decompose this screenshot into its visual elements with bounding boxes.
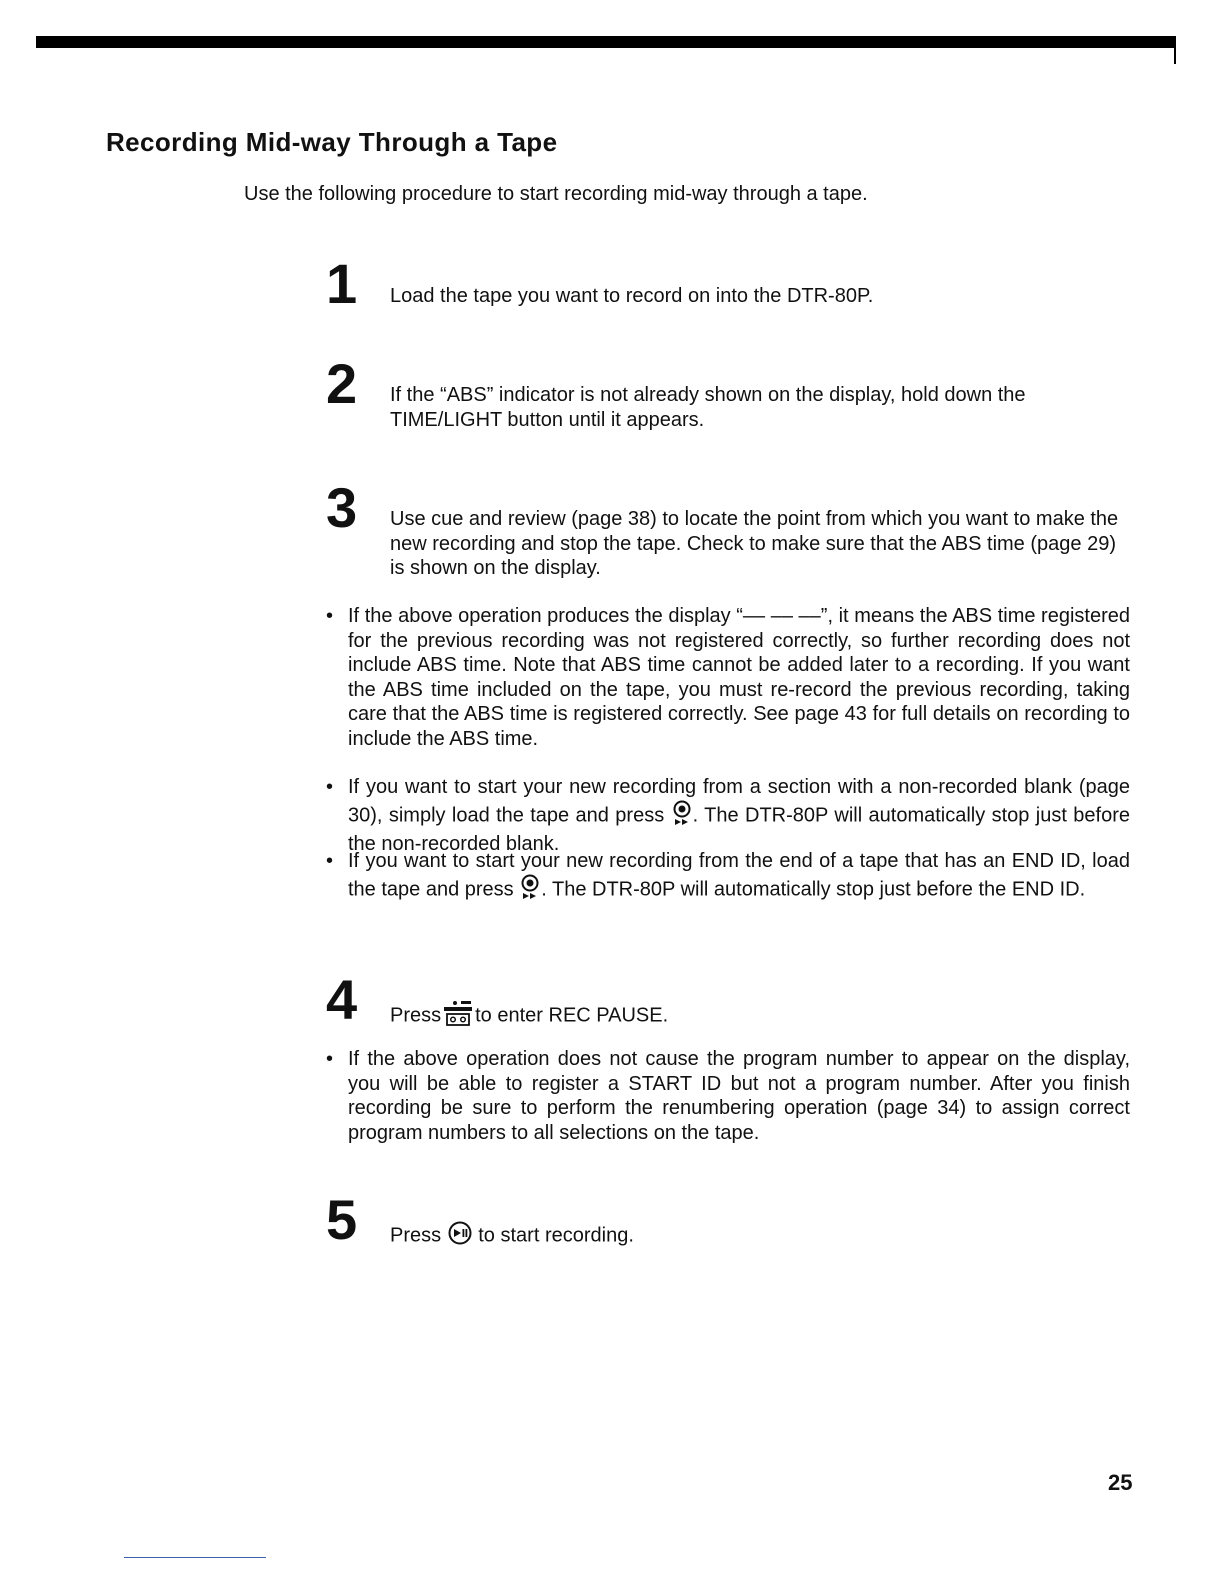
top-rule — [36, 36, 1176, 48]
note-text-after: . The DTR-80P will automatically stop just before the non-recorded blank. — [348, 804, 1131, 855]
step-number-4: 4 — [326, 968, 358, 1031]
page-title: Recording Mid-way Through a Tape — [106, 127, 558, 157]
step-number-2: 2 — [326, 352, 358, 415]
step-text-1: Load the tape you want to record on into the DTR-80P. — [390, 285, 874, 307]
step-text-5 — [390, 1220, 1135, 1253]
note-text-after: . The DTR-80P will automatically stop just before the END ID. — [541, 878, 1086, 901]
play-pause-button-icon — [447, 1220, 473, 1253]
step-number-5: 5 — [326, 1188, 358, 1251]
note-text-before: If you want to start your new recording from a section with a non-recorded blank (page 30), simply load the tape and press — [348, 776, 1130, 827]
step-text-after: to start recording. — [478, 1224, 634, 1247]
step-number-1: 1 — [326, 252, 358, 315]
step-text-before: Press — [390, 1224, 442, 1247]
note-non-recorded-blank — [348, 775, 1130, 857]
step-number-3: 3 — [326, 476, 358, 539]
step-text-2: If the “ABS” indicator is not already shown on the display, hold down the TIME/LIGHT button until it appears. — [390, 384, 1026, 431]
note-end-id — [348, 849, 1130, 906]
intro-text: Use the following procedure to start recording mid-way through a tape. — [244, 183, 868, 205]
step-text-before: Press — [390, 1004, 442, 1027]
note-abs-time: • If the above operation produces the display “–– –– ––”, it means the ABS time registered for the previous recording was not registered correctly, so further recording does not include ABS time. Note that ABS time cannot be added later to a recording. If you want the ABS time included on the tape, you must re-record the previous recording, taking care that the ABS time is registered correctly. See page 43 for full details on recording to include the ABS time. — [348, 604, 1130, 751]
step-text-after: to enter REC PAUSE. — [475, 1004, 669, 1027]
bottom-rule — [124, 1557, 266, 1558]
note-text-before: If you want to start your new recording from the end of a tape that has an END ID, load the tape and press — [348, 850, 1130, 901]
step-text-3: Use cue and review (page 38) to locate the point from which you want to make the new recording and stop the tape. Check to make sure that the ABS time (page 29) is shown on the display. — [390, 508, 1119, 579]
page-number: 25 — [1108, 1470, 1133, 1495]
rec-mute-button-icon — [441, 999, 475, 1034]
note-program-number: • If the above operation does not cause the program number to appear on the display, you will be able to register a START ID but not a program number. After you finish recording be sure to perform the renumbering operation (page 34) to assign correct program numbers to all selections on the tape. — [348, 1047, 1130, 1145]
skip-forward-button-icon — [671, 800, 693, 833]
step-text-4 — [390, 999, 1135, 1034]
skip-forward-button-icon — [519, 874, 541, 907]
top-rule-tick — [1174, 40, 1176, 64]
